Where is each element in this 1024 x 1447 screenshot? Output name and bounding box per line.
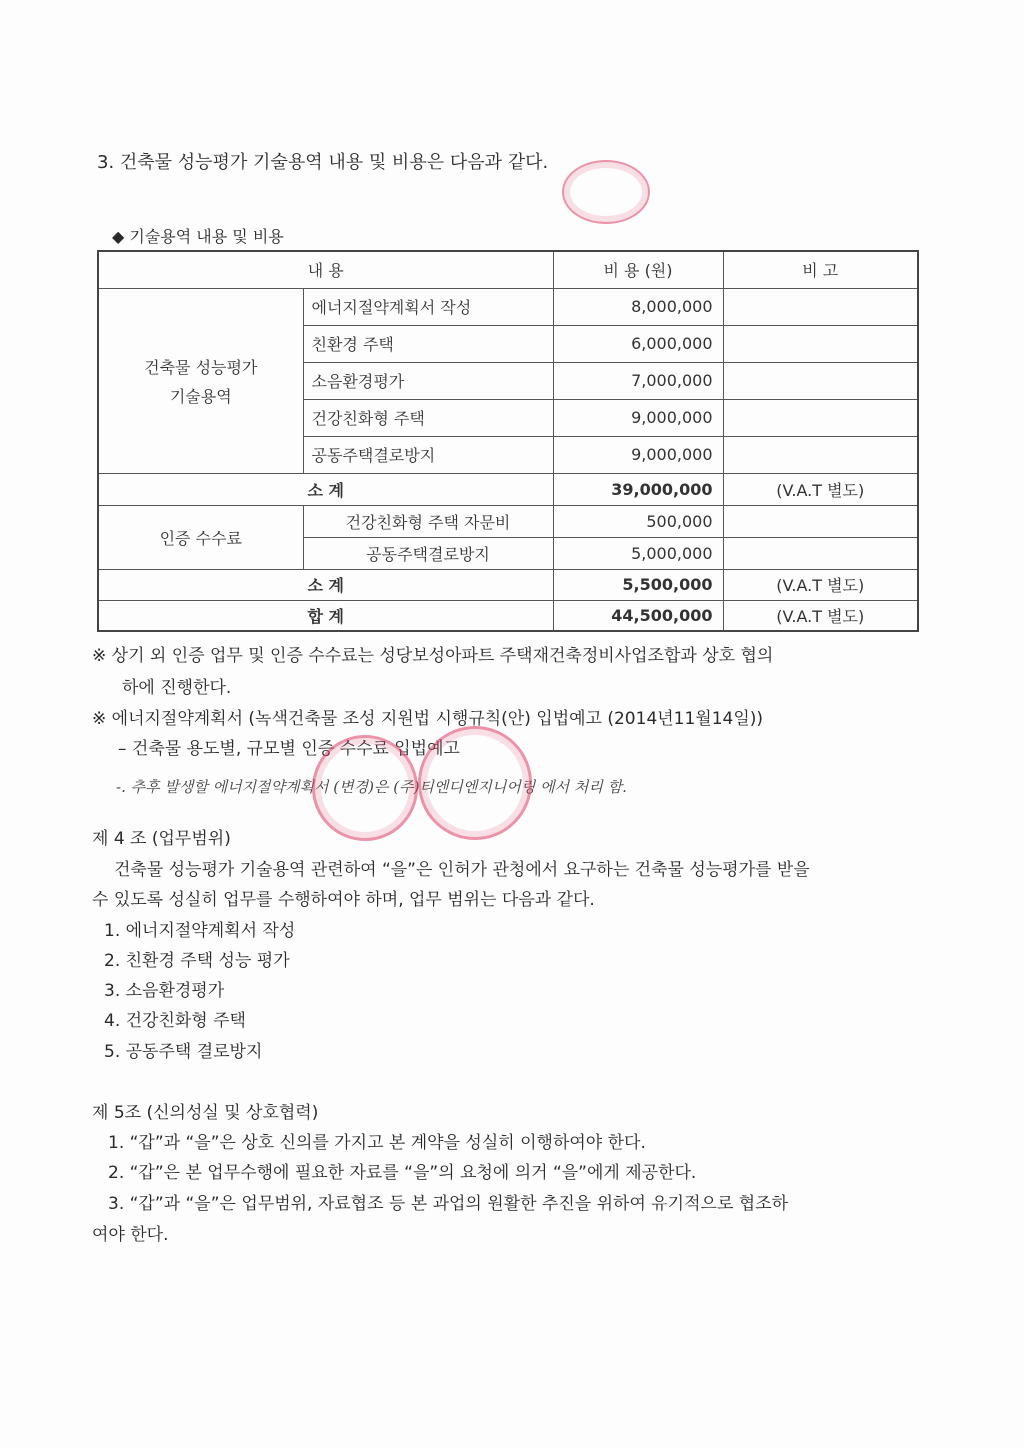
cost-table xyxy=(97,250,919,632)
item-cell: 건강친화형 주택 자문비 xyxy=(303,505,553,537)
article-4-body-line-2: 수 있도록 성실히 업무를 수행하여야 하며, 업무 범위는 다음과 같다. xyxy=(92,890,595,910)
list-item: 2. 친환경 주택 성능 평가 xyxy=(104,951,290,971)
seal-stamp-left xyxy=(312,735,418,841)
note-2: ※ 에너지절약계획서 (녹색건축물 조성 지원법 시행규칙(안) 입법예고 (2014년11월14일)) xyxy=(92,709,764,729)
note-2-sub: – 건축물 용도별, 규모별 인증 수수료 입법예고 xyxy=(118,739,460,759)
subtotal-row xyxy=(98,473,918,505)
header-cost: 비 용 (원) xyxy=(553,251,723,288)
header-content: 내 용 xyxy=(98,251,553,288)
subtotal-cost: 5,500,000 xyxy=(553,569,723,600)
subtotal-label: 소 계 xyxy=(98,473,553,505)
item-cell: 소음환경평가 xyxy=(303,362,553,399)
total-label: 합 계 xyxy=(98,600,553,631)
article-5-item-1: 1. “갑”과 “을”은 상호 신의를 가지고 본 계약을 성실히 이행하여야 한다. xyxy=(108,1133,646,1153)
group1-label-line1: 건축물 성능평가 xyxy=(144,357,258,377)
header-note: 비 고 xyxy=(723,251,918,288)
item-cell: 공동주택결로방지 xyxy=(303,537,553,569)
note-cell xyxy=(723,537,918,569)
group1-label-line2: 기술용역 xyxy=(169,386,232,406)
cost-cell: 9,000,000 xyxy=(553,399,723,436)
seal-stamp-top xyxy=(562,160,650,224)
note-cell xyxy=(723,399,918,436)
cost-cell: 7,000,000 xyxy=(553,362,723,399)
list-item: 1. 에너지절약계획서 작성 xyxy=(104,921,296,941)
total-row xyxy=(98,600,918,631)
table-header-row xyxy=(98,251,918,288)
subtotal-row xyxy=(98,569,918,600)
note-1-line-2: 하에 진행한다. xyxy=(122,678,232,698)
subtotal-label: 소 계 xyxy=(98,569,553,600)
cost-cell: 8,000,000 xyxy=(553,288,723,325)
note-cell xyxy=(723,362,918,399)
article-4-title: 제 4 조 (업무범위) xyxy=(92,829,231,849)
list-item: 4. 건강친화형 주택 xyxy=(104,1011,246,1031)
section-3-heading: 3. 건축물 성능평가 기술용역 내용 및 비용은 다음과 같다. xyxy=(97,152,549,173)
item-cell: 건강친화형 주택 xyxy=(303,399,553,436)
subtotal-cost: 39,000,000 xyxy=(553,473,723,505)
note-cell xyxy=(723,325,918,362)
note-cell xyxy=(723,436,918,473)
handwritten-note: -. 추후 발생할 에너지절약계획서 (변경)은 (주)티엔디엔지니어링 에서 처리 함. xyxy=(116,778,627,796)
article-4-body-line-1: 건축물 성능평가 기술용역 관련하여 “을”은 인허가 관청에서 요구하는 건축물 성능평가를 받을 xyxy=(114,860,810,880)
table-caption: ◆ 기술용역 내용 및 비용 xyxy=(112,227,284,246)
article-5-item-3-line-2: 여야 한다. xyxy=(92,1225,169,1245)
table-row xyxy=(98,288,918,325)
note-1-line-1: ※ 상기 외 인증 업무 및 인증 수수료는 성당보성아파트 주택재건축정비사업조합과 상호 협의 xyxy=(92,646,774,666)
total-note: (V.A.T 별도) xyxy=(723,600,918,631)
article-5-item-2: 2. “갑”은 본 업무수행에 필요한 자료를 “을”의 요청에 의거 “을”에게 제공한다. xyxy=(108,1163,697,1183)
seal-stamp-right xyxy=(418,726,532,840)
item-cell: 친환경 주택 xyxy=(303,325,553,362)
table-row xyxy=(98,505,918,537)
subtotal-note: (V.A.T 별도) xyxy=(723,569,918,600)
cost-cell: 5,000,000 xyxy=(553,537,723,569)
group2-label: 인증 수수료 xyxy=(98,505,303,569)
cost-cell: 500,000 xyxy=(553,505,723,537)
cost-cell: 6,000,000 xyxy=(553,325,723,362)
article-5-item-3-line-1: 3. “갑”과 “을”은 업무범위, 자료협조 등 본 과업의 원활한 추진을 위하여 유기적으로 협조하 xyxy=(108,1194,789,1214)
note-cell xyxy=(723,288,918,325)
total-cost: 44,500,000 xyxy=(553,600,723,631)
list-item: 5. 공동주택 결로방지 xyxy=(104,1042,263,1062)
note-cell xyxy=(723,505,918,537)
article-5-title: 제 5조 (신의성실 및 상호협력) xyxy=(92,1103,319,1123)
subtotal-note: (V.A.T 별도) xyxy=(723,473,918,505)
item-cell: 에너지절약계획서 작성 xyxy=(303,288,553,325)
group1-label xyxy=(98,288,303,473)
item-cell: 공동주택결로방지 xyxy=(303,436,553,473)
list-item: 3. 소음환경평가 xyxy=(104,981,225,1001)
cost-cell: 9,000,000 xyxy=(553,436,723,473)
